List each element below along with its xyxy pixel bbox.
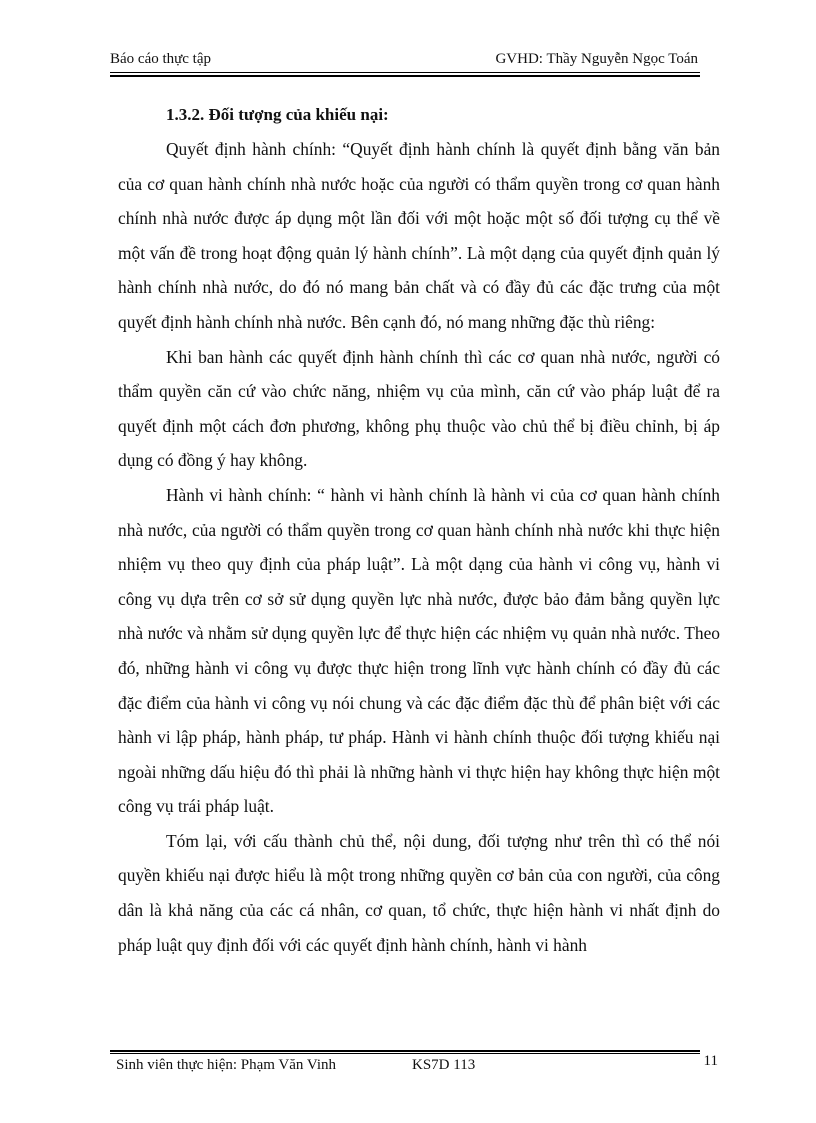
header-report-title: Báo cáo thực tập <box>110 51 212 67</box>
section-heading: 1.3.2. Đối tượng của khiếu nại: <box>166 105 389 124</box>
paragraph-administrative-decision: Quyết định hành chính: “Quyết định hành chính là quyết định bằng văn bản của cơ quan hành chính nhà nước hoặc của người có thẩm quyền trong cơ quan hành chính nhà nước được áp dụng một lần đối với một hoặc một số đối tượng cụ thể về một vấn đề trong hoạt động quản lý hành chính”. Là một dạng của quyết định quản lý hành chính nhà nước, do đó nó mang bản chất và có đầy đủ các đặc trưng của một quyết định hành chính nhà nước. Bên cạnh đó, nó mang những đặc thù riêng: <box>118 139 720 332</box>
page-body <box>118 98 720 962</box>
header-divider <box>110 72 700 73</box>
paragraph-summary: Tóm lại, với cấu thành chủ thể, nội dung, đối tượng như trên thì có thể nói quyền khiếu nại được hiểu là một trong những quyền cơ bản của con người, của công dân là khả năng của các cá nhân, cơ quan, tổ chức, thực hiện hành vi nhất định do pháp luật quy định đối với các quyết định hành chính, hành vi hành <box>118 830 720 955</box>
header-divider-thick <box>110 75 700 77</box>
footer-divider-thick <box>110 1050 700 1052</box>
footer-student-name: Sinh viên thực hiện: Phạm Văn Vinh <box>116 1057 336 1073</box>
page-number: 11 <box>703 1053 718 1069</box>
page-header <box>110 50 698 68</box>
paragraph-issuing-decisions: Khi ban hành các quyết định hành chính thì các cơ quan nhà nước, người có thẩm quyền căn cứ vào chức năng, nhiệm vụ của mình, căn cứ vào pháp luật để ra quyết định một cách đơn phương, không phụ thuộc vào chủ thể bị điều chỉnh, bị áp dụng có đồng ý hay không. <box>118 346 720 471</box>
footer-divider <box>110 1053 700 1054</box>
footer-class-code: KS7D 113 <box>412 1057 476 1073</box>
header-supervisor: GVHD: Thầy Nguyễn Ngọc Toán <box>495 51 698 67</box>
paragraph-administrative-act: Hành vi hành chính: “ hành vi hành chính là hành vi của cơ quan hành chính nhà nước, của người có thẩm quyền trong cơ quan hành chính nhà nước khi thực hiện nhiệm vụ theo quy định của pháp luật”. Là một dạng của hành vi công vụ, hành vi công vụ dựa trên cơ sở sử dụng quyền lực nhà nước, được bảo đảm bằng quyền lực nhà nước và nhằm sử dụng quyền lực để thực hiện các nhiệm vụ quản nhà nước. Theo đó, những hành vi công vụ được thực hiện trong lĩnh vực hành chính có đầy đủ các đặc điểm của hành vi công vụ nói chung và các đặc điểm đặc thù để phân biệt với các hành vi lập pháp, hành pháp, tư pháp. Hành vi hành chính thuộc đối tượng khiếu nại ngoài những dấu hiệu đó thì phải là những hành vi thực hiện hay không thực hiện một công vụ trái pháp luật. <box>118 484 720 817</box>
